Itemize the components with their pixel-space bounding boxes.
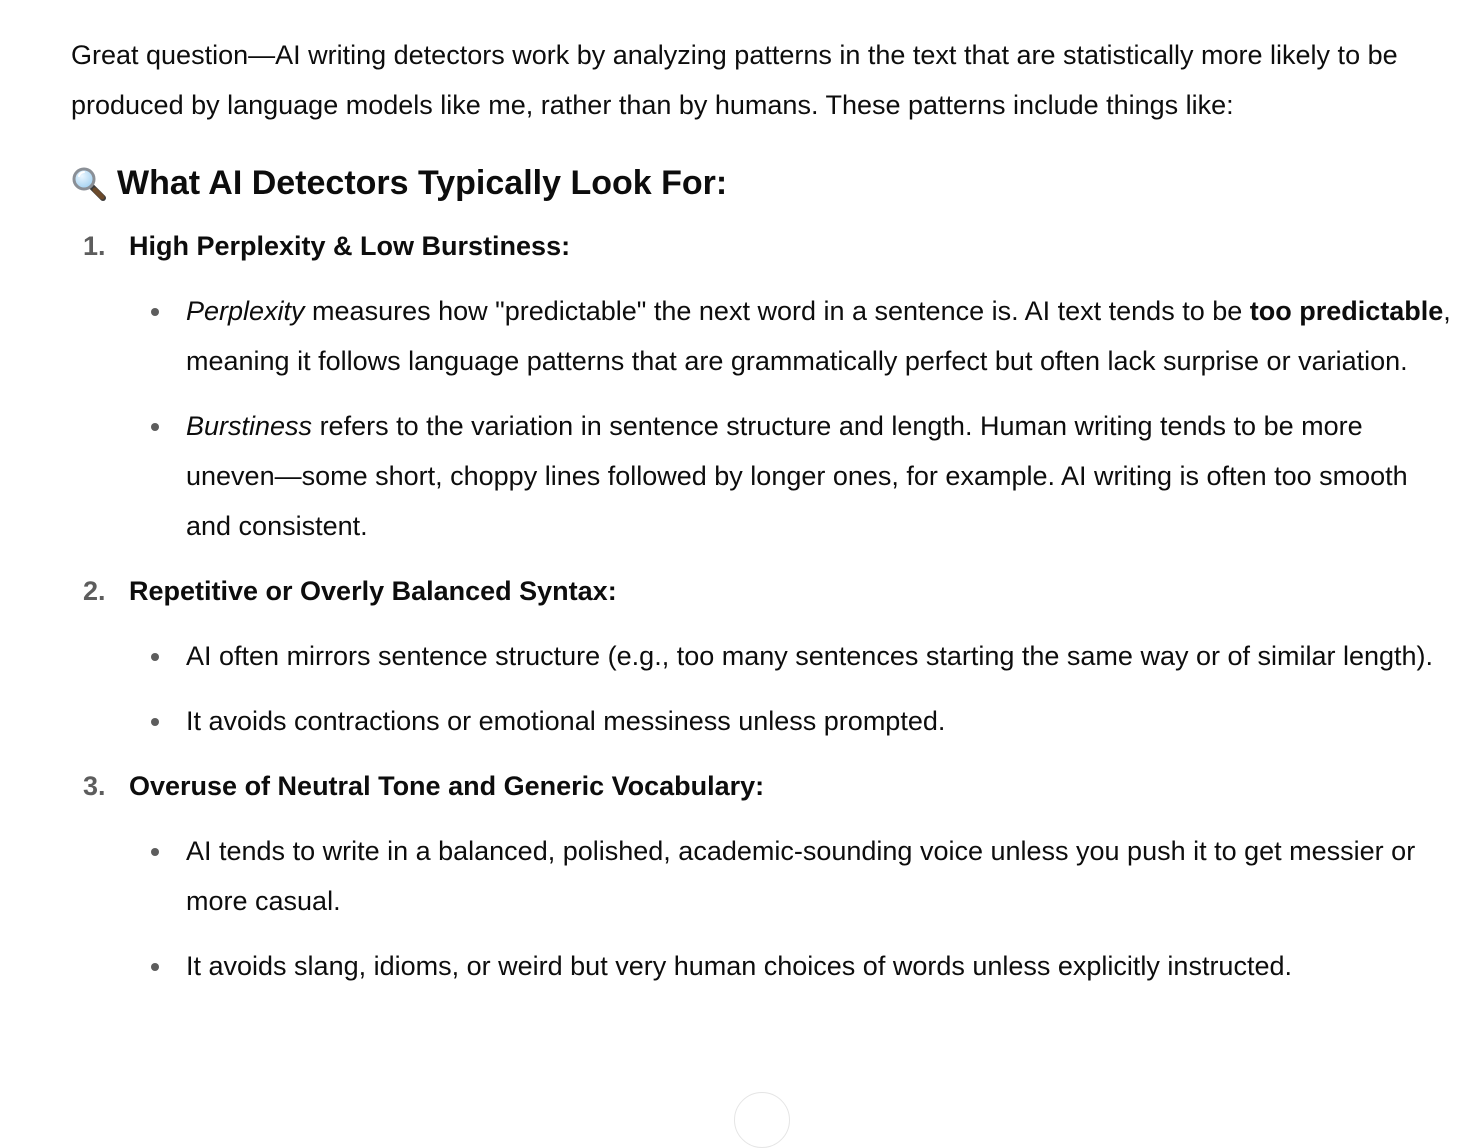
- assistant-message: [71, 30, 1456, 1006]
- bullet-text: It avoids slang, idioms, or weird but very human choices of words unless explicitly instructed.: [186, 951, 1292, 981]
- bullet-item: [129, 631, 1456, 681]
- term-italic: Perplexity: [186, 296, 305, 326]
- bullet-item: [129, 401, 1456, 551]
- bullet-item: [129, 941, 1456, 991]
- bullet-item: [129, 696, 1456, 746]
- bullet-list: [129, 826, 1456, 991]
- bullet-list: [129, 631, 1456, 746]
- list-item: [71, 761, 1456, 991]
- bullet-dot: [151, 308, 159, 316]
- intro-paragraph: Great question—AI writing detectors work by analyzing patterns in the text that are statistically more likely to be produced by language models like me, rather than by humans. These patterns include things like:: [71, 40, 1398, 120]
- bullet-dot: [151, 848, 159, 856]
- list-number: 2.: [83, 576, 106, 606]
- bullet-text: refers to the variation in sentence structure and length. Human writing tends to be more uneven—some short, choppy lines followed by longer ones, for example. AI writing is often too smooth and consistent.: [186, 411, 1408, 541]
- scroll-to-bottom-button[interactable]: [734, 1092, 790, 1148]
- list-item: [71, 221, 1456, 551]
- bullet-text-continued: , meaning it follows language patterns that are grammatically perfect but often lack surprise or variation.: [186, 296, 1451, 376]
- bullet-text: AI tends to write in a balanced, polished, academic-sounding voice unless you push it to get messier or more casual.: [186, 836, 1416, 916]
- list-item-title: High Perplexity & Low Burstiness:: [129, 231, 571, 261]
- bullet-dot: [151, 718, 159, 726]
- bullet-dot: [151, 423, 159, 431]
- section-heading: [71, 155, 1456, 211]
- list-number: 3.: [83, 771, 106, 801]
- list-number: 1.: [83, 231, 106, 261]
- detector-criteria-list: [71, 221, 1456, 991]
- bullet-list: [129, 286, 1456, 551]
- bullet-text: AI often mirrors sentence structure (e.g., too many sentences starting the same way or of similar length).: [186, 641, 1434, 671]
- heading-text: What AI Detectors Typically Look For:: [117, 164, 728, 202]
- term-italic: Burstiness: [186, 411, 313, 441]
- bullet-text: It avoids contractions or emotional messiness unless prompted.: [186, 706, 946, 736]
- bullet-text: measures how "predictable" the next word in a sentence is. AI text tends to be: [304, 296, 1250, 326]
- list-item: [71, 566, 1456, 746]
- bullet-item: [129, 286, 1456, 386]
- list-item-title: Overuse of Neutral Tone and Generic Vocabulary:: [129, 771, 765, 801]
- emphasis-bold: too predictable: [1249, 296, 1444, 326]
- magnifying-glass-icon: [71, 163, 107, 199]
- bullet-item: [129, 826, 1456, 926]
- bullet-dot: [151, 653, 159, 661]
- bullet-dot: [151, 963, 159, 971]
- list-item-title: Repetitive or Overly Balanced Syntax:: [129, 576, 617, 606]
